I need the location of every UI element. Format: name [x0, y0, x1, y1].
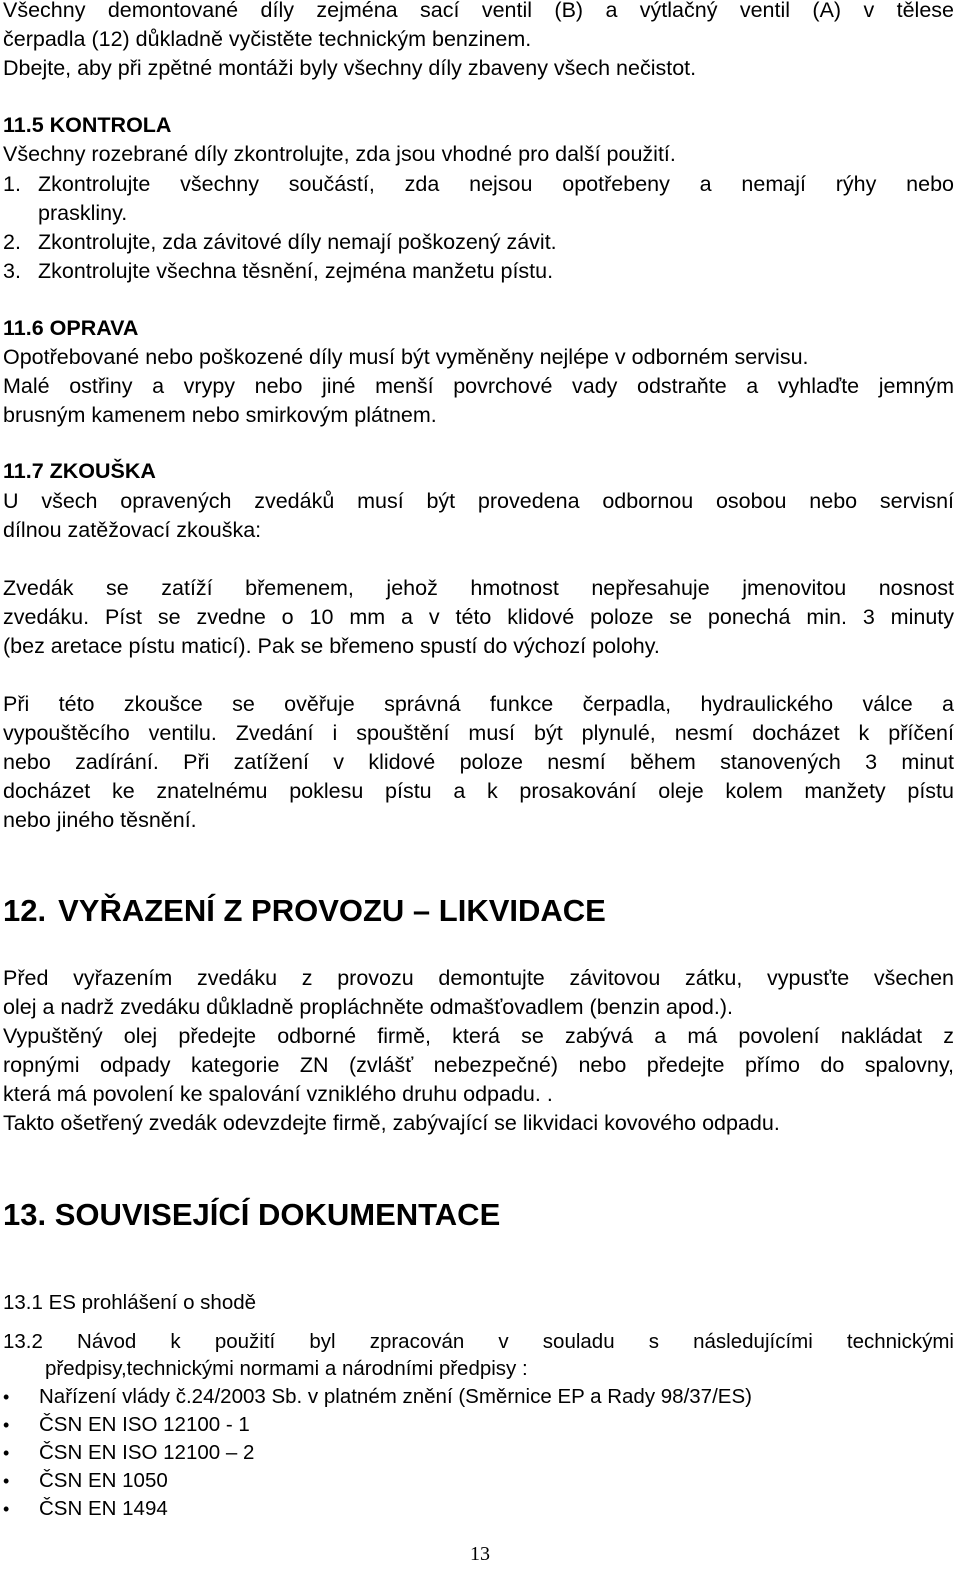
list-item: [3, 1384, 752, 1410]
oprava-line: Opotřebované nebo poškozené díly musí být vyměněny nejlépe v odborném servisu.: [3, 345, 809, 369]
vyrazeni-line: Před vyřazením zvedáku z provozu demontujte závitovou zátku, vypusťte všechen: [3, 966, 954, 990]
vyrazeni-line: olej a nadrž zvedáku důkladně propláchněte odmašťovadlem (benzin apod.).: [3, 995, 733, 1019]
bullet-icon: •: [3, 1415, 10, 1435]
list-item: [3, 1440, 254, 1466]
doc-item: předpisy,technickými normami a národními předpisy :: [45, 1357, 528, 1380]
bullet-icon: •: [3, 1499, 10, 1519]
zkouska-line: docházet ke znatelnému poklesu pístu a k prosakování oleje kolem manžety pístu: [3, 779, 954, 803]
intro-line: Dbejte, aby při zpětné montáži byly všechny díly zbaveny všech nečistot.: [3, 56, 697, 80]
bullet-icon: •: [3, 1471, 10, 1491]
list-item-text: Nařízení vlády č.24/2003 Sb. v platném znění (Směrnice EP a Rady 98/37/ES): [39, 1385, 752, 1408]
bullet-icon: •: [3, 1387, 10, 1407]
list-item-text: ČSN EN 1050: [39, 1469, 168, 1492]
doc-item: 13.2 Návod k použití byl zpracován v souladu s následujícími technickými: [3, 1330, 954, 1353]
zkouska-line: vypouštěcího ventilu. Zvedání i spouštění musí být plynulé, nesmí docházet k příčení: [3, 721, 954, 745]
section-heading-kontrola: 11.5 KONTROLA: [3, 113, 172, 137]
list-item-number: 2.: [3, 230, 21, 254]
zkouska-line: Zvedák se zatíží břemenem, jehož hmotnost nepřesahuje jmenovitou nosnost: [3, 576, 954, 600]
list-item: [3, 1468, 168, 1494]
list-item-text: ČSN EN ISO 12100 – 2: [39, 1441, 255, 1464]
list-item-text: Zkontrolujte, zda závitové díly nemají poškozený závit.: [38, 230, 557, 254]
vyrazeni-line: ropnými odpady kategorie ZN (zvlášť nebezpečné) nebo předejte přímo do spalovny,: [3, 1053, 954, 1077]
bullet-icon: •: [3, 1443, 10, 1463]
zkouska-line: nebo jiného těsnění.: [3, 808, 197, 832]
list-item-number: 3.: [3, 259, 21, 283]
section-heading-dokumentace: 13. SOUVISEJÍCÍ DOKUMENTACE: [3, 1197, 501, 1232]
list-item-text: Zkontrolujte všechny součástí, zda nejsou opotřebeny a nemají rýhy nebo: [38, 172, 954, 196]
section-number: 12.: [3, 893, 47, 928]
list-item-text: Zkontrolujte všechna těsnění, zejména manžetu pístu.: [38, 259, 554, 283]
list-item-text: ČSN EN ISO 12100 - 1: [39, 1413, 250, 1436]
intro-line: čerpadla (12) důkladně vyčistěte technickým benzinem.: [3, 27, 532, 51]
list-item: [3, 1412, 250, 1438]
section-heading-zkouska: 11.7 ZKOUŠKA: [3, 459, 156, 483]
list-item: [3, 1496, 168, 1522]
zkouska-line: U všech opravených zvedáků musí být provedena odbornou osobou nebo servisní: [3, 489, 954, 513]
list-item-text: ČSN EN 1494: [39, 1497, 168, 1520]
zkouska-line: zvedáku. Píst se zvedne o 10 mm a v této klidové poloze se ponechá min. 3 minuty: [3, 605, 954, 629]
section-title: VYŘAZENÍ Z PROVOZU – LIKVIDACE: [58, 893, 606, 928]
page-number: 13: [470, 1543, 490, 1565]
oprava-line: brusným kamenem nebo smirkovým plátnem.: [3, 403, 437, 427]
oprava-line: Malé ostřiny a vrypy nebo jiné menší povrchové vady odstraňte a vyhlaďte jemným: [3, 374, 954, 398]
doc-item: 13.1 ES prohlášení o shodě: [3, 1291, 257, 1314]
section-heading-vyrazeni: [3, 893, 606, 929]
section-heading-oprava: 11.6 OPRAVA: [3, 316, 139, 340]
zkouska-line: Při této zkoušce se ověřuje správná funkce čerpadla, hydraulického válce a: [3, 692, 954, 716]
vyrazeni-line: která má povolení ke spalování vzniklého druhu odpadu. .: [3, 1082, 553, 1106]
zkouska-line: (bez aretace pístu maticí). Pak se břemeno spustí do výchozí polohy.: [3, 634, 660, 658]
vyrazeni-line: Vypuštěný olej předejte odborné firmě, která se zabývá a má povolení nakládat z: [3, 1024, 954, 1048]
list-item-text: praskliny.: [38, 201, 128, 225]
intro-line: Všechny demontované díly zejména sací ventil (B) a výtlačný ventil (A) v tělese: [3, 0, 954, 22]
zkouska-line: dílnou zatěžovací zkouška:: [3, 518, 262, 542]
list-item-number: 1.: [3, 172, 21, 196]
zkouska-line: nebo zadírání. Při zatížení v klidové poloze nesmí během stanovených 3 minut: [3, 750, 954, 774]
kontrola-lead: Všechny rozebrané díly zkontrolujte, zda jsou vhodné pro další použití.: [3, 142, 676, 166]
vyrazeni-line: Takto ošetřený zvedák odevzdejte firmě, zabývající se likvidaci kovového odpadu.: [3, 1111, 780, 1135]
